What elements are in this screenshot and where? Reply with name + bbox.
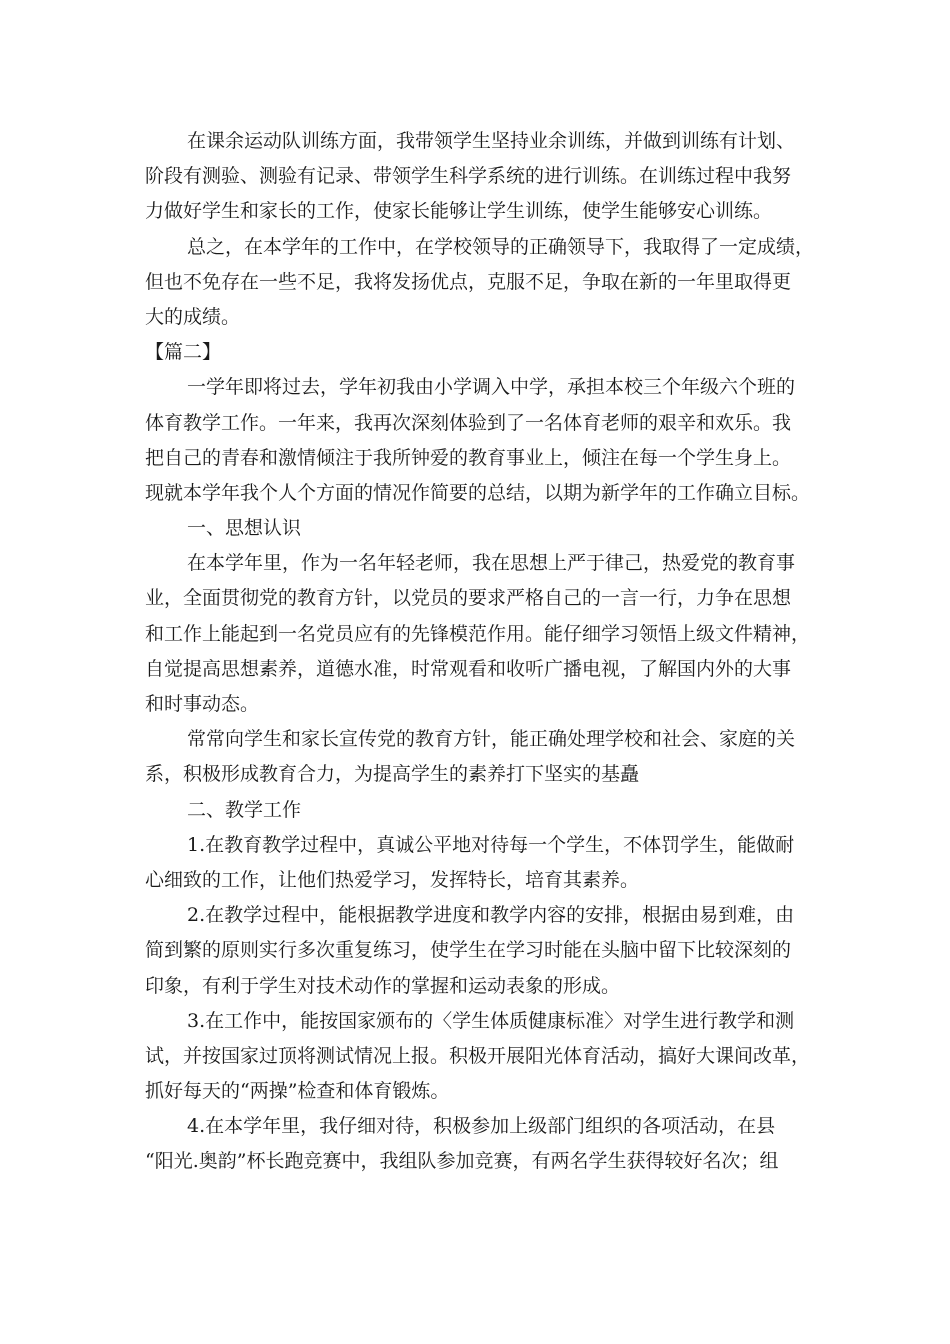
text-line: 体育教学工作。一年来，我再次深刻体验到了一名体育老师的艰辛和欢乐。我 xyxy=(145,411,792,434)
subsection-heading: 一、思想认识 xyxy=(187,517,302,540)
text-line: 力做好学生和家长的工作，使家长能够让学生训练，使学生能够安心训练。 xyxy=(145,200,773,223)
text-line: 自觉提高思想素养，道德水准，时常观看和收听广播电视，了解国内外的大事 xyxy=(145,657,792,680)
text-line: 和工作上能起到一名党员应有的先锋模范作用。能仔细学习领悟上级文件精神， xyxy=(145,622,811,645)
text-line: 大的成绩。 xyxy=(145,305,241,328)
text-line: 印象，有利于学生对技术动作的掌握和运动表象的形成。 xyxy=(145,974,621,997)
text-line: “阳光.奥韵”杯长跑竞赛中，我组队参加竞赛，有两名学生获得较好名次；组 xyxy=(145,1150,779,1173)
document-body xyxy=(145,124,813,1180)
text-line: 业，全面贯彻党的教育方针，以党员的要求严格自己的一言一行，力争在思想 xyxy=(145,587,792,610)
text-line: 但也不免存在一些不足，我将发扬优点，克服不足，争取在新的一年里取得更 xyxy=(145,270,792,293)
text-line: 2.在教学过程中，能根据教学进度和教学内容的安排，根据由易到难，由 xyxy=(187,904,795,927)
text-line: 总之，在本学年的工作中，在学校领导的正确领导下，我取得了一定成绩， xyxy=(187,235,815,258)
text-line: 阶段有测验、测验有记录、带领学生科学系统的进行训练。在训练过程中我努 xyxy=(145,165,792,188)
text-line: 简到繁的原则实行多次重复练习，使学生在学习时能在头脑中留下比较深刻的 xyxy=(145,939,792,962)
text-line: 3.在工作中，能按国家颁布的〈学生体质健康标准〉对学生进行教学和测 xyxy=(187,1009,795,1032)
text-line: 心细致的工作，让他们热爱学习，发挥特长，培育其素养。 xyxy=(145,868,640,891)
text-line: 在课余运动队训练方面，我带领学生坚持业余训练，并做到训练有计划、 xyxy=(187,130,796,152)
text-line: 把自己的青春和激情倾注于我所钟爱的教育事业上，倾注在每一个学生身上。 xyxy=(145,446,792,469)
text-line: 和时事动态。 xyxy=(145,693,260,715)
section-heading: 【篇二】 xyxy=(145,341,222,364)
text-line: 4.在本学年里，我仔细对待，积极参加上级部门组织的各项活动，在县 xyxy=(187,1115,776,1138)
subsection-heading: 二、教学工作 xyxy=(187,798,302,821)
text-line: 在本学年里，作为一名年轻老师，我在思想上严于律己，热爱党的教育事 xyxy=(187,552,796,575)
text-line: 试，并按国家过顶将测试情况上报。积极开展阳光体育活动，搞好大课间改革， xyxy=(145,1044,811,1067)
text-line: 一学年即将过去，学年初我由小学调入中学，承担本校三个年级六个班的 xyxy=(187,376,796,399)
text-line: 系，积极形成教育合力，为提高学生的素养打下坚实的基矗 xyxy=(145,763,640,786)
text-line: 常常向学生和家长宣传党的教育方针，能正确处理学校和社会、家庭的关 xyxy=(187,728,796,751)
text-line: 1.在教育教学过程中，真诚公平地对待每一个学生，不体罚学生，能做耐 xyxy=(187,833,795,856)
text-line: 现就本学年我个人个方面的情况作简要的总结，以期为新学年的工作确立目标。 xyxy=(145,481,811,504)
text-line: 抓好每天的“两操”检查和体育锻炼。 xyxy=(145,1080,450,1103)
